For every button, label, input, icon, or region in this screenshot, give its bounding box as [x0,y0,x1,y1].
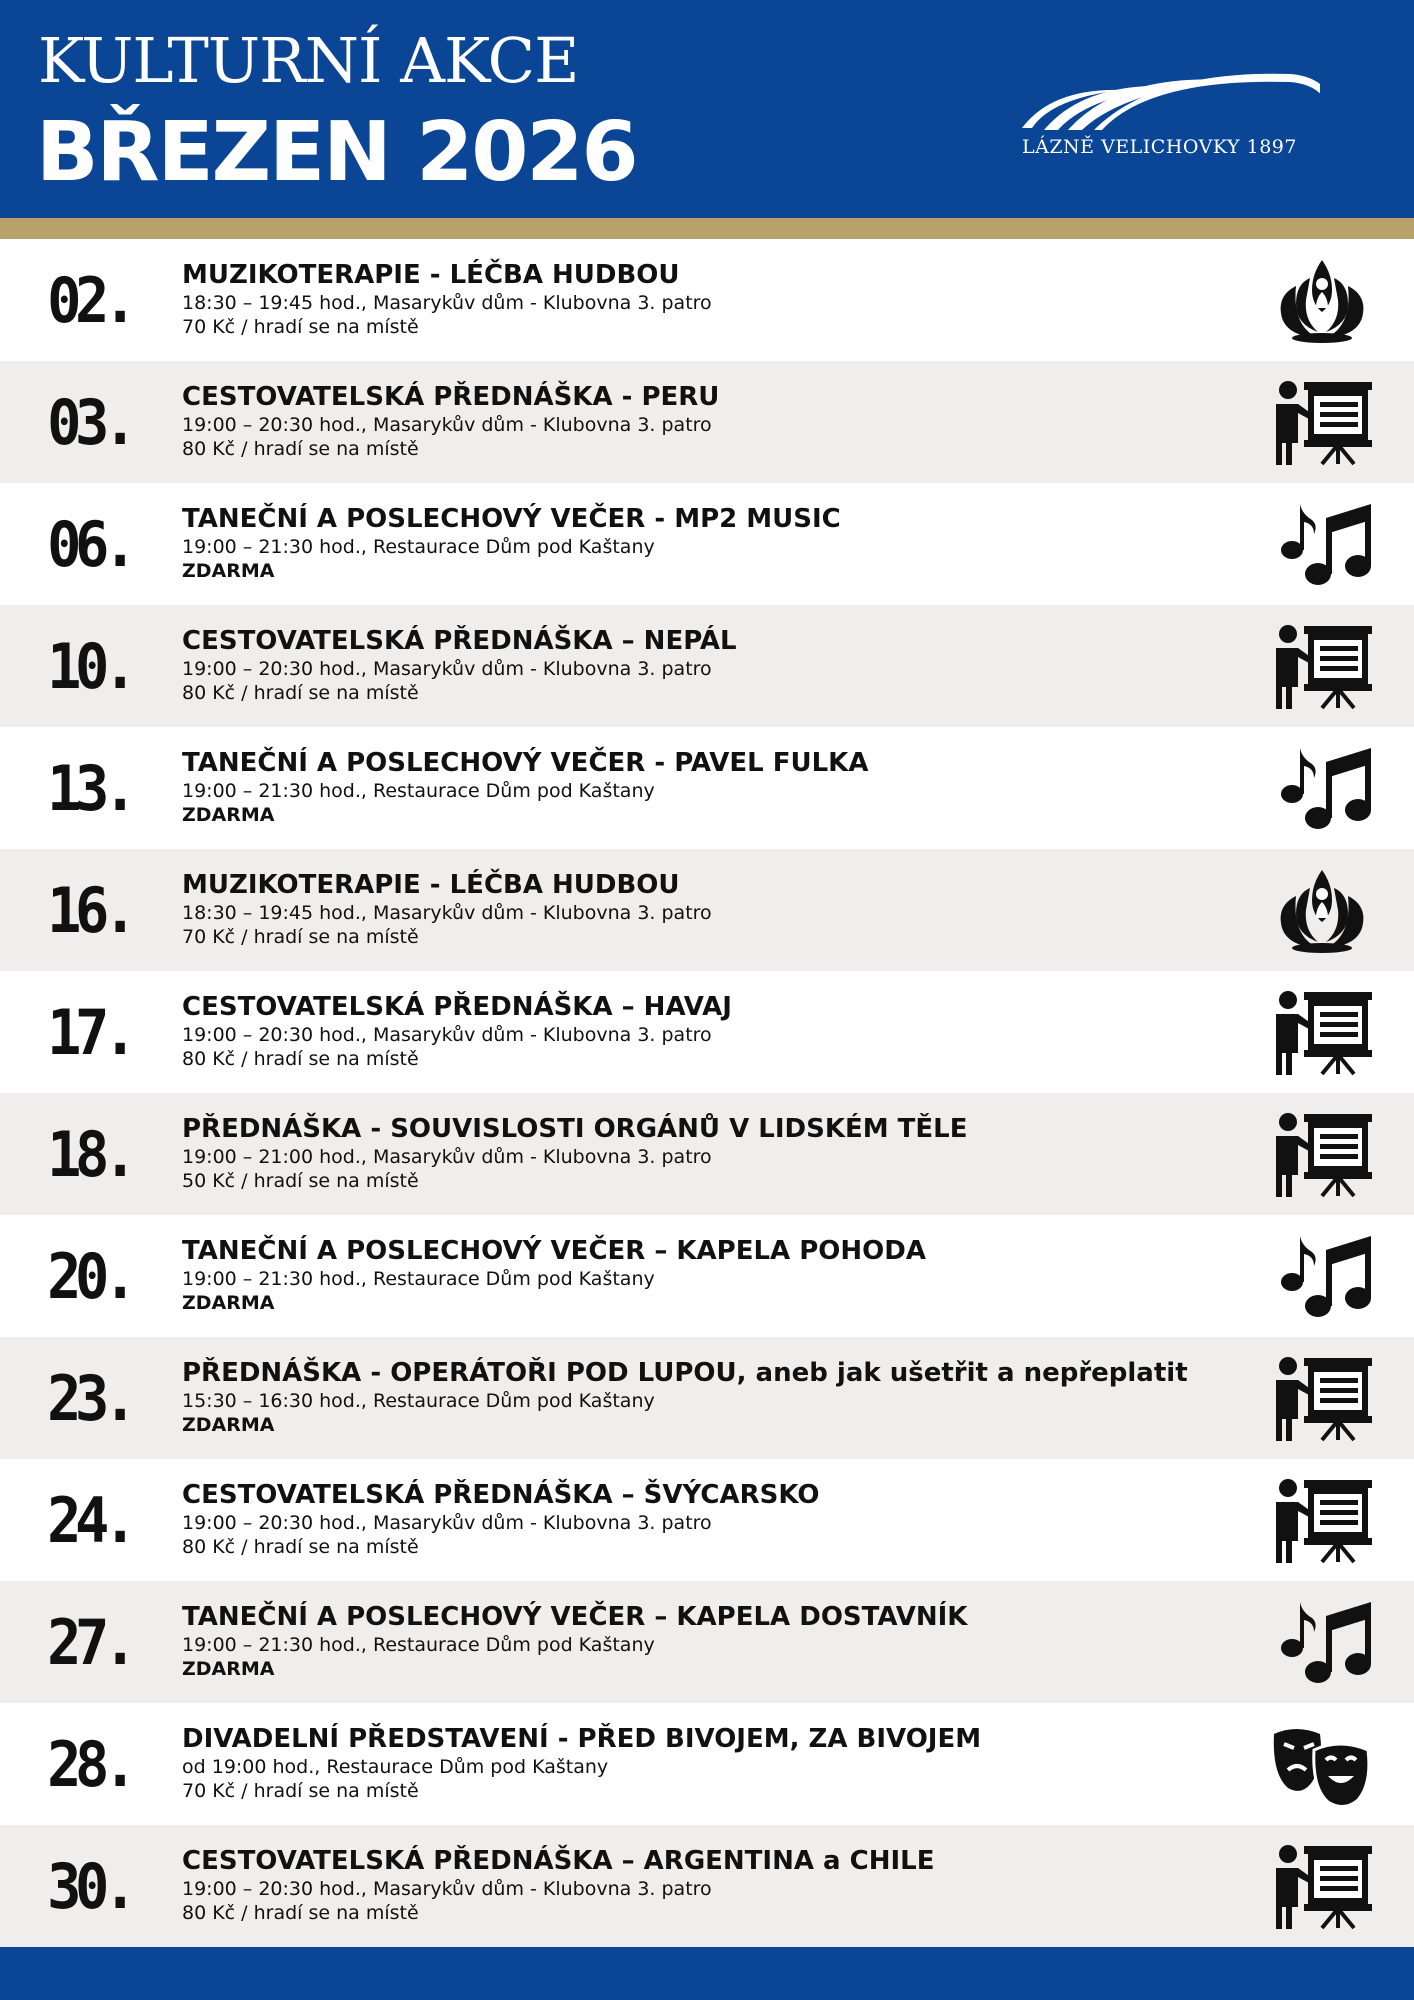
event-day: 24. [47,1483,131,1557]
event-day: 03. [47,385,131,459]
event-price: 70 Kč / hradí se na místě [182,1780,419,1802]
event-time-place: 19:00 – 20:30 hod., Masarykův dům - Klubovna 3. patro [182,414,712,436]
event-title: CESTOVATELSKÁ PŘEDNÁŠKA – NEPÁL [182,626,737,656]
event-row [0,605,1414,727]
event-row [0,1581,1414,1703]
presenter-icon [1270,1842,1374,1930]
event-time-place: 19:00 – 21:30 hod., Restaurace Dům pod Kaštany [182,536,655,558]
event-row [0,1093,1414,1215]
event-time-place: 19:00 – 21:30 hod., Restaurace Dům pod Kaštany [182,1268,655,1290]
event-day: 30. [47,1849,131,1923]
event-row [0,849,1414,971]
event-row [0,483,1414,605]
event-title: TANEČNÍ A POSLECHOVÝ VEČER – KAPELA POHODA [182,1236,926,1266]
event-price: ZDARMA [182,560,275,582]
header-title-main: BŘEZEN 2026 [36,105,637,200]
event-price: 50 Kč / hradí se na místě [182,1170,419,1192]
event-title: CESTOVATELSKÁ PŘEDNÁŠKA – ŠVÝCARSKO [182,1480,820,1510]
event-info [182,1723,1242,1803]
event-time-place: 18:30 – 19:45 hod., Masarykův dům - Klubovna 3. patro [182,902,712,924]
event-day: 23. [47,1361,131,1435]
presenter-icon [1270,988,1374,1076]
event-price: 70 Kč / hradí se na místě [182,316,419,338]
logo-text: LÁZNĚ VELICHOVKY 1897 [1022,136,1297,158]
event-time-place: 19:00 – 20:30 hod., Masarykův dům - Klubovna 3. patro [182,658,712,680]
event-row [0,361,1414,483]
event-info [182,1601,1242,1681]
event-info [182,869,1242,949]
event-row [0,1459,1414,1581]
event-day: 02. [47,263,131,337]
event-day: 27. [47,1605,131,1679]
event-info [182,381,1242,461]
event-price: 80 Kč / hradí se na místě [182,1048,419,1070]
header-banner [0,0,1414,218]
presenter-icon [1270,378,1374,466]
event-row [0,239,1414,361]
music-notes-icon [1270,500,1374,588]
event-info [182,991,1242,1071]
event-time-place: 15:30 – 16:30 hod., Restaurace Dům pod Kaštany [182,1390,655,1412]
event-info [182,1113,1242,1193]
event-title: TANEČNÍ A POSLECHOVÝ VEČER - MP2 MUSIC [182,504,841,534]
event-info [182,1235,1242,1315]
event-time-place: 19:00 – 21:30 hod., Restaurace Dům pod Kaštany [182,780,655,802]
event-title: DIVADELNÍ PŘEDSTAVENÍ - PŘED BIVOJEM, ZA BIVOJEM [182,1724,982,1754]
event-row [0,1215,1414,1337]
event-title: CESTOVATELSKÁ PŘEDNÁŠKA – HAVAJ [182,992,732,1022]
event-row [0,727,1414,849]
event-row [0,1703,1414,1825]
event-title: TANEČNÍ A POSLECHOVÝ VEČER - PAVEL FULKA [182,748,869,778]
event-title: CESTOVATELSKÁ PŘEDNÁŠKA – ARGENTINA a CHILE [182,1846,935,1876]
event-info [182,625,1242,705]
lotus-icon [1270,256,1374,344]
event-info [182,1357,1242,1437]
music-notes-icon [1270,1598,1374,1686]
event-day: 16. [47,873,131,947]
logo-waves-icon [1020,66,1320,136]
event-row [0,971,1414,1093]
music-notes-icon [1270,1232,1374,1320]
event-title: MUZIKOTERAPIE - LÉČBA HUDBOU [182,260,680,290]
event-price: 80 Kč / hradí se na místě [182,438,419,460]
event-day: 18. [47,1117,131,1191]
gold-divider [0,218,1414,239]
event-price: ZDARMA [182,1292,275,1314]
event-day: 10. [47,629,131,703]
event-info [182,747,1242,827]
event-title: CESTOVATELSKÁ PŘEDNÁŠKA - PERU [182,382,720,412]
event-day: 28. [47,1727,131,1801]
header-title-top: KULTURNÍ AKCE [38,24,579,97]
event-price: ZDARMA [182,1658,275,1680]
event-day: 20. [47,1239,131,1313]
event-time-place: od 19:00 hod., Restaurace Dům pod Kaštany [182,1756,609,1778]
spa-logo [1020,66,1320,166]
event-title: MUZIKOTERAPIE - LÉČBA HUDBOU [182,870,680,900]
presenter-icon [1270,1476,1374,1564]
event-row [0,1337,1414,1459]
event-time-place: 19:00 – 20:30 hod., Masarykův dům - Klubovna 3. patro [182,1024,712,1046]
event-price: ZDARMA [182,804,275,826]
event-row [0,1825,1414,1947]
event-price: 70 Kč / hradí se na místě [182,926,419,948]
event-price: 80 Kč / hradí se na místě [182,682,419,704]
events-list [0,239,1414,1947]
event-day: 13. [47,751,131,825]
event-price: 80 Kč / hradí se na místě [182,1902,419,1924]
event-price: ZDARMA [182,1414,275,1436]
event-time-place: 19:00 – 20:30 hod., Masarykův dům - Klubovna 3. patro [182,1878,712,1900]
presenter-icon [1270,1110,1374,1198]
lotus-icon [1270,866,1374,954]
presenter-icon [1270,1354,1374,1442]
event-title: PŘEDNÁŠKA - SOUVISLOSTI ORGÁNŮ V LIDSKÉM TĚLE [182,1114,968,1144]
event-time-place: 19:00 – 21:00 hod., Masarykův dům - Klubovna 3. patro [182,1146,712,1168]
event-time-place: 19:00 – 20:30 hod., Masarykův dům - Klubovna 3. patro [182,1512,712,1534]
event-title: TANEČNÍ A POSLECHOVÝ VEČER – KAPELA DOSTAVNÍK [182,1602,968,1632]
event-day: 06. [47,507,131,581]
event-info [182,259,1242,339]
event-day: 17. [47,995,131,1069]
music-notes-icon [1270,744,1374,832]
event-info [182,503,1242,583]
presenter-icon [1270,622,1374,710]
theater-masks-icon [1270,1720,1374,1808]
event-price: 80 Kč / hradí se na místě [182,1536,419,1558]
event-time-place: 19:00 – 21:30 hod., Restaurace Dům pod Kaštany [182,1634,655,1656]
footer-band [0,1947,1414,2000]
event-title: PŘEDNÁŠKA - OPERÁTOŘI POD LUPOU, aneb jak ušetřit a nepřeplatit [182,1358,1188,1388]
event-info [182,1845,1242,1925]
event-time-place: 18:30 – 19:45 hod., Masarykův dům - Klubovna 3. patro [182,292,712,314]
event-info [182,1479,1242,1559]
